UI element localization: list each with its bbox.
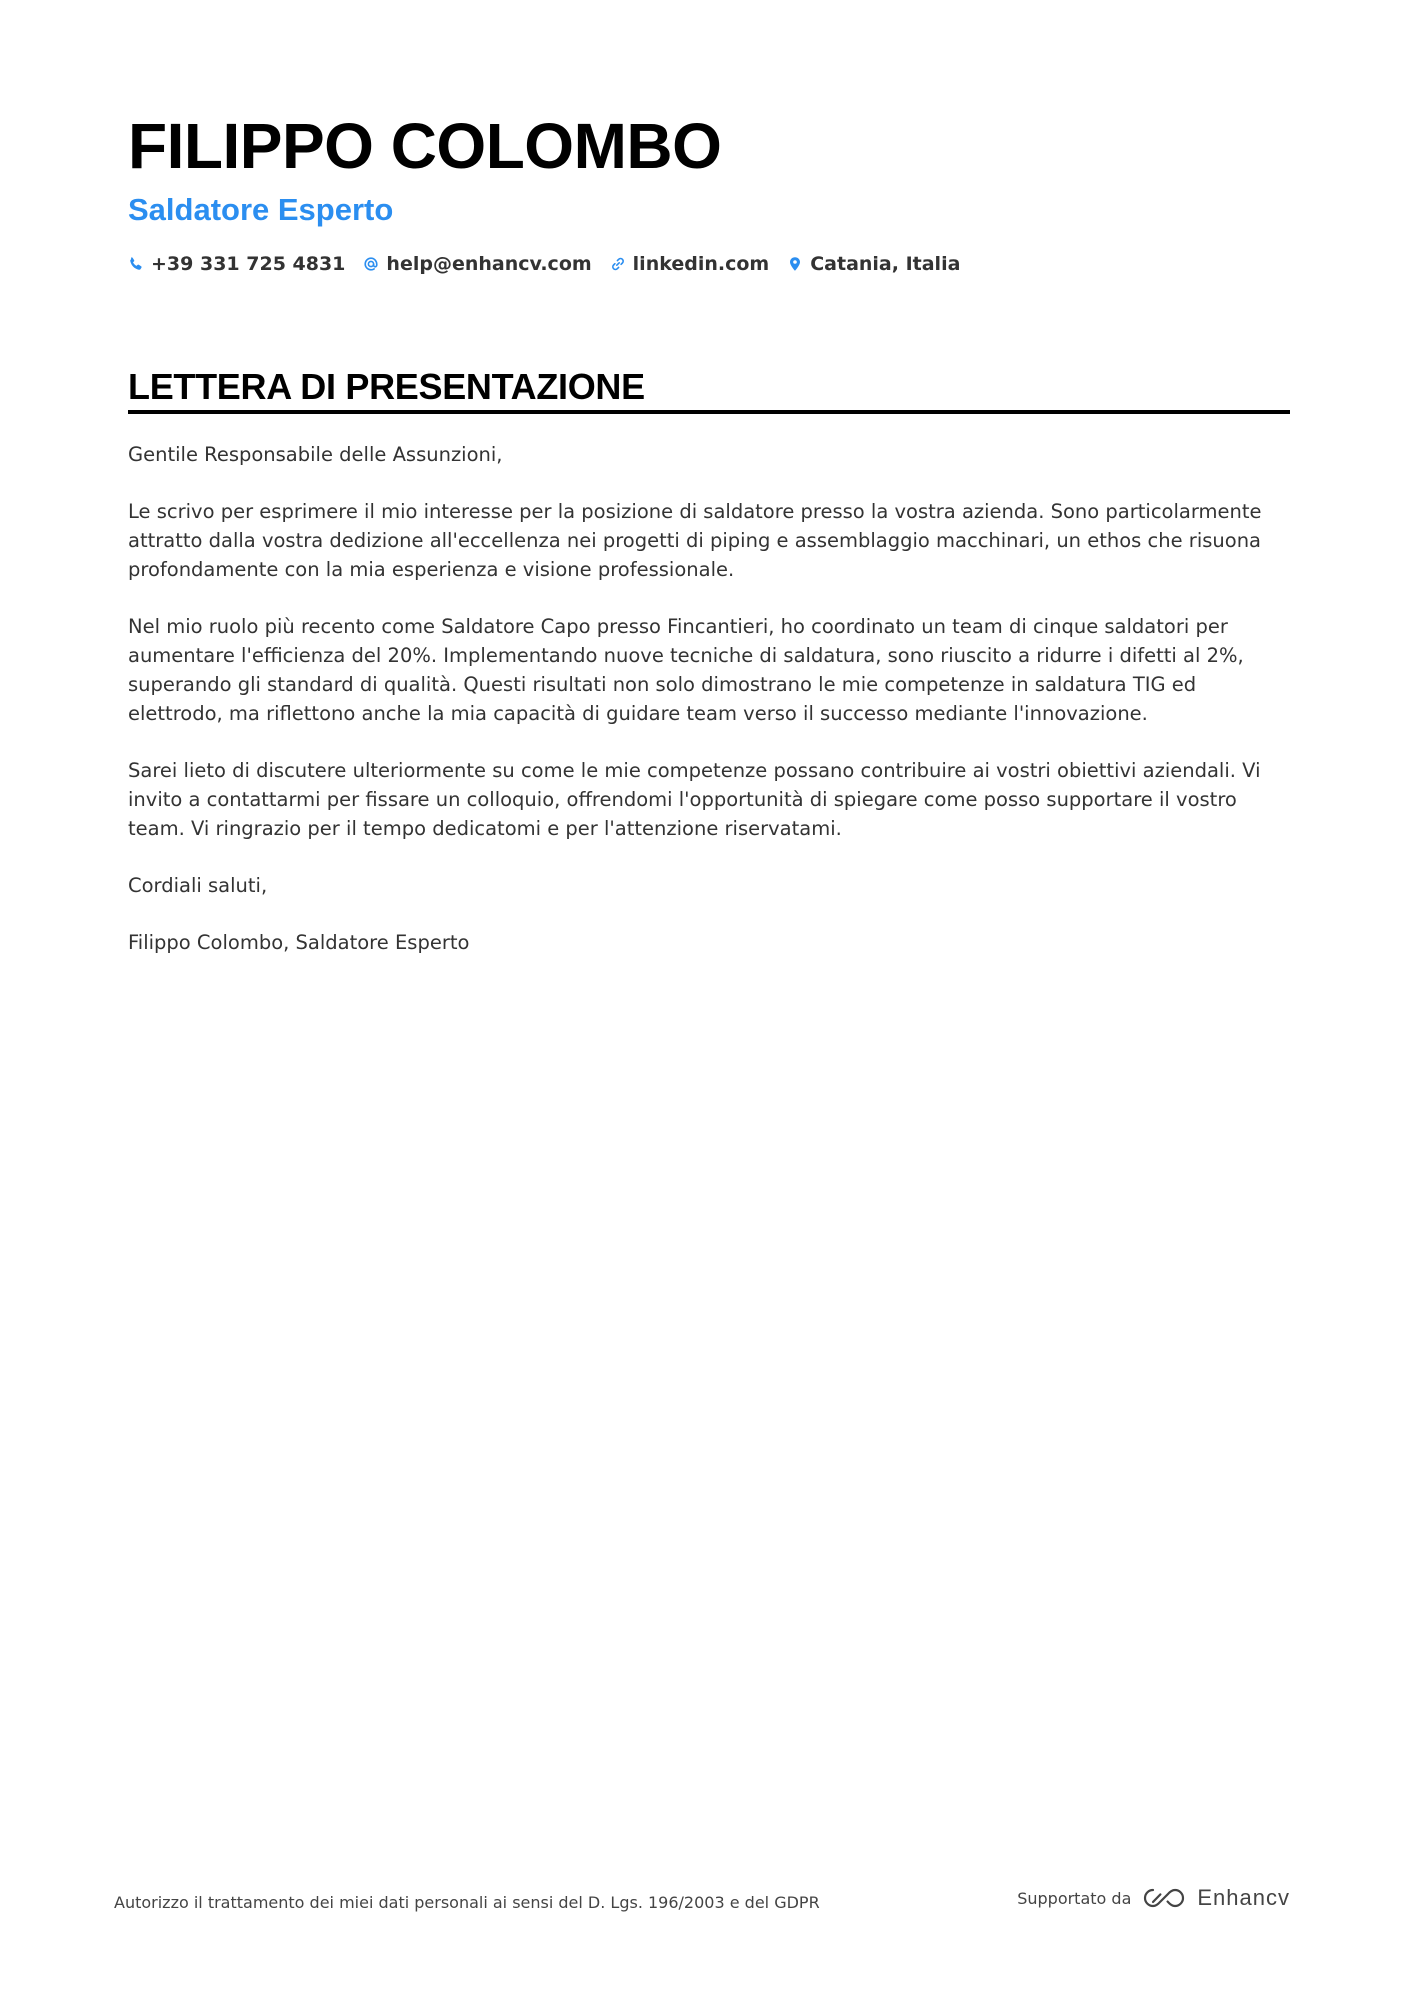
letter-signature: Filippo Colombo, Saldatore Esperto bbox=[128, 931, 470, 954]
powered-by-label: Supportato da bbox=[1017, 1888, 1132, 1908]
contact-location bbox=[787, 253, 960, 275]
privacy-consent: Autorizzo il trattamento dei miei dati personali ai sensi del D. Lgs. 196/2003 e del GDPR bbox=[114, 1893, 820, 1912]
link-icon bbox=[610, 256, 626, 272]
letter-body bbox=[128, 440, 1290, 985]
candidate-name: FILIPPO COLOMBO bbox=[128, 110, 722, 182]
contact-linkedin[interactable] bbox=[610, 253, 770, 275]
letter-closing: Cordiali saluti, bbox=[128, 874, 268, 897]
letter-paragraph-3: Sarei lieto di discutere ulteriormente su come le mie competenze possano contribuire ai vostri obiettivi aziendali. Vi invito a contattarmi per fissare un colloquio, offrendomi l'opportunità di spiegare come posso supportare il vostro team. Vi ringrazio per il tempo dedicatomi e per l'attenzione riservatami. bbox=[128, 759, 1261, 840]
candidate-role: Saldatore Esperto bbox=[128, 192, 394, 227]
contact-email[interactable] bbox=[363, 253, 591, 275]
contact-email-label: help@enhancv.com bbox=[386, 253, 592, 275]
at-icon bbox=[363, 256, 379, 272]
contact-phone[interactable] bbox=[128, 253, 345, 275]
contact-bar bbox=[128, 253, 960, 275]
letter-greeting: Gentile Responsabile delle Assunzioni, bbox=[128, 443, 503, 466]
phone-icon bbox=[128, 256, 144, 272]
contact-phone-label: +39 331 725 4831 bbox=[151, 253, 346, 275]
section-title: LETTERA DI PRESENTAZIONE bbox=[128, 366, 645, 407]
letter-paragraph-1: Le scrivo per esprimere il mio interesse per la posizione di saldatore presso la vostra azienda. Sono particolarmente attratto dalla vostra dedizione all'eccellenza nei progetti di piping e assemblaggio macchinari, un ethos che risuona profondamente con la mia esperienza e visione professionale. bbox=[128, 500, 1262, 581]
contact-linkedin-label: linkedin.com bbox=[632, 253, 770, 275]
brand-name: Enhancv bbox=[1197, 1885, 1290, 1910]
contact-location-label: Catania, Italia bbox=[810, 253, 961, 275]
powered-by[interactable] bbox=[1017, 1885, 1290, 1911]
section-divider bbox=[128, 410, 1290, 414]
enhancv-logo-icon bbox=[1141, 1885, 1187, 1911]
location-pin-icon bbox=[787, 256, 803, 272]
letter-paragraph-2: Nel mio ruolo più recento come Saldatore Capo presso Fincantieri, ho coordinato un team di cinque saldatori per aumentare l'efficienza del 20%. Implementando nuove tecniche di saldatura, sono riuscito a ridurre i difetti al 2%, superando gli standard di qualità. Questi risultati non solo dimostrano le mie competenze in saldatura TIG ed elettrodo, ma riflettono anche la mia capacità di guidare team verso il successo mediante l'innovazione. bbox=[128, 615, 1244, 725]
